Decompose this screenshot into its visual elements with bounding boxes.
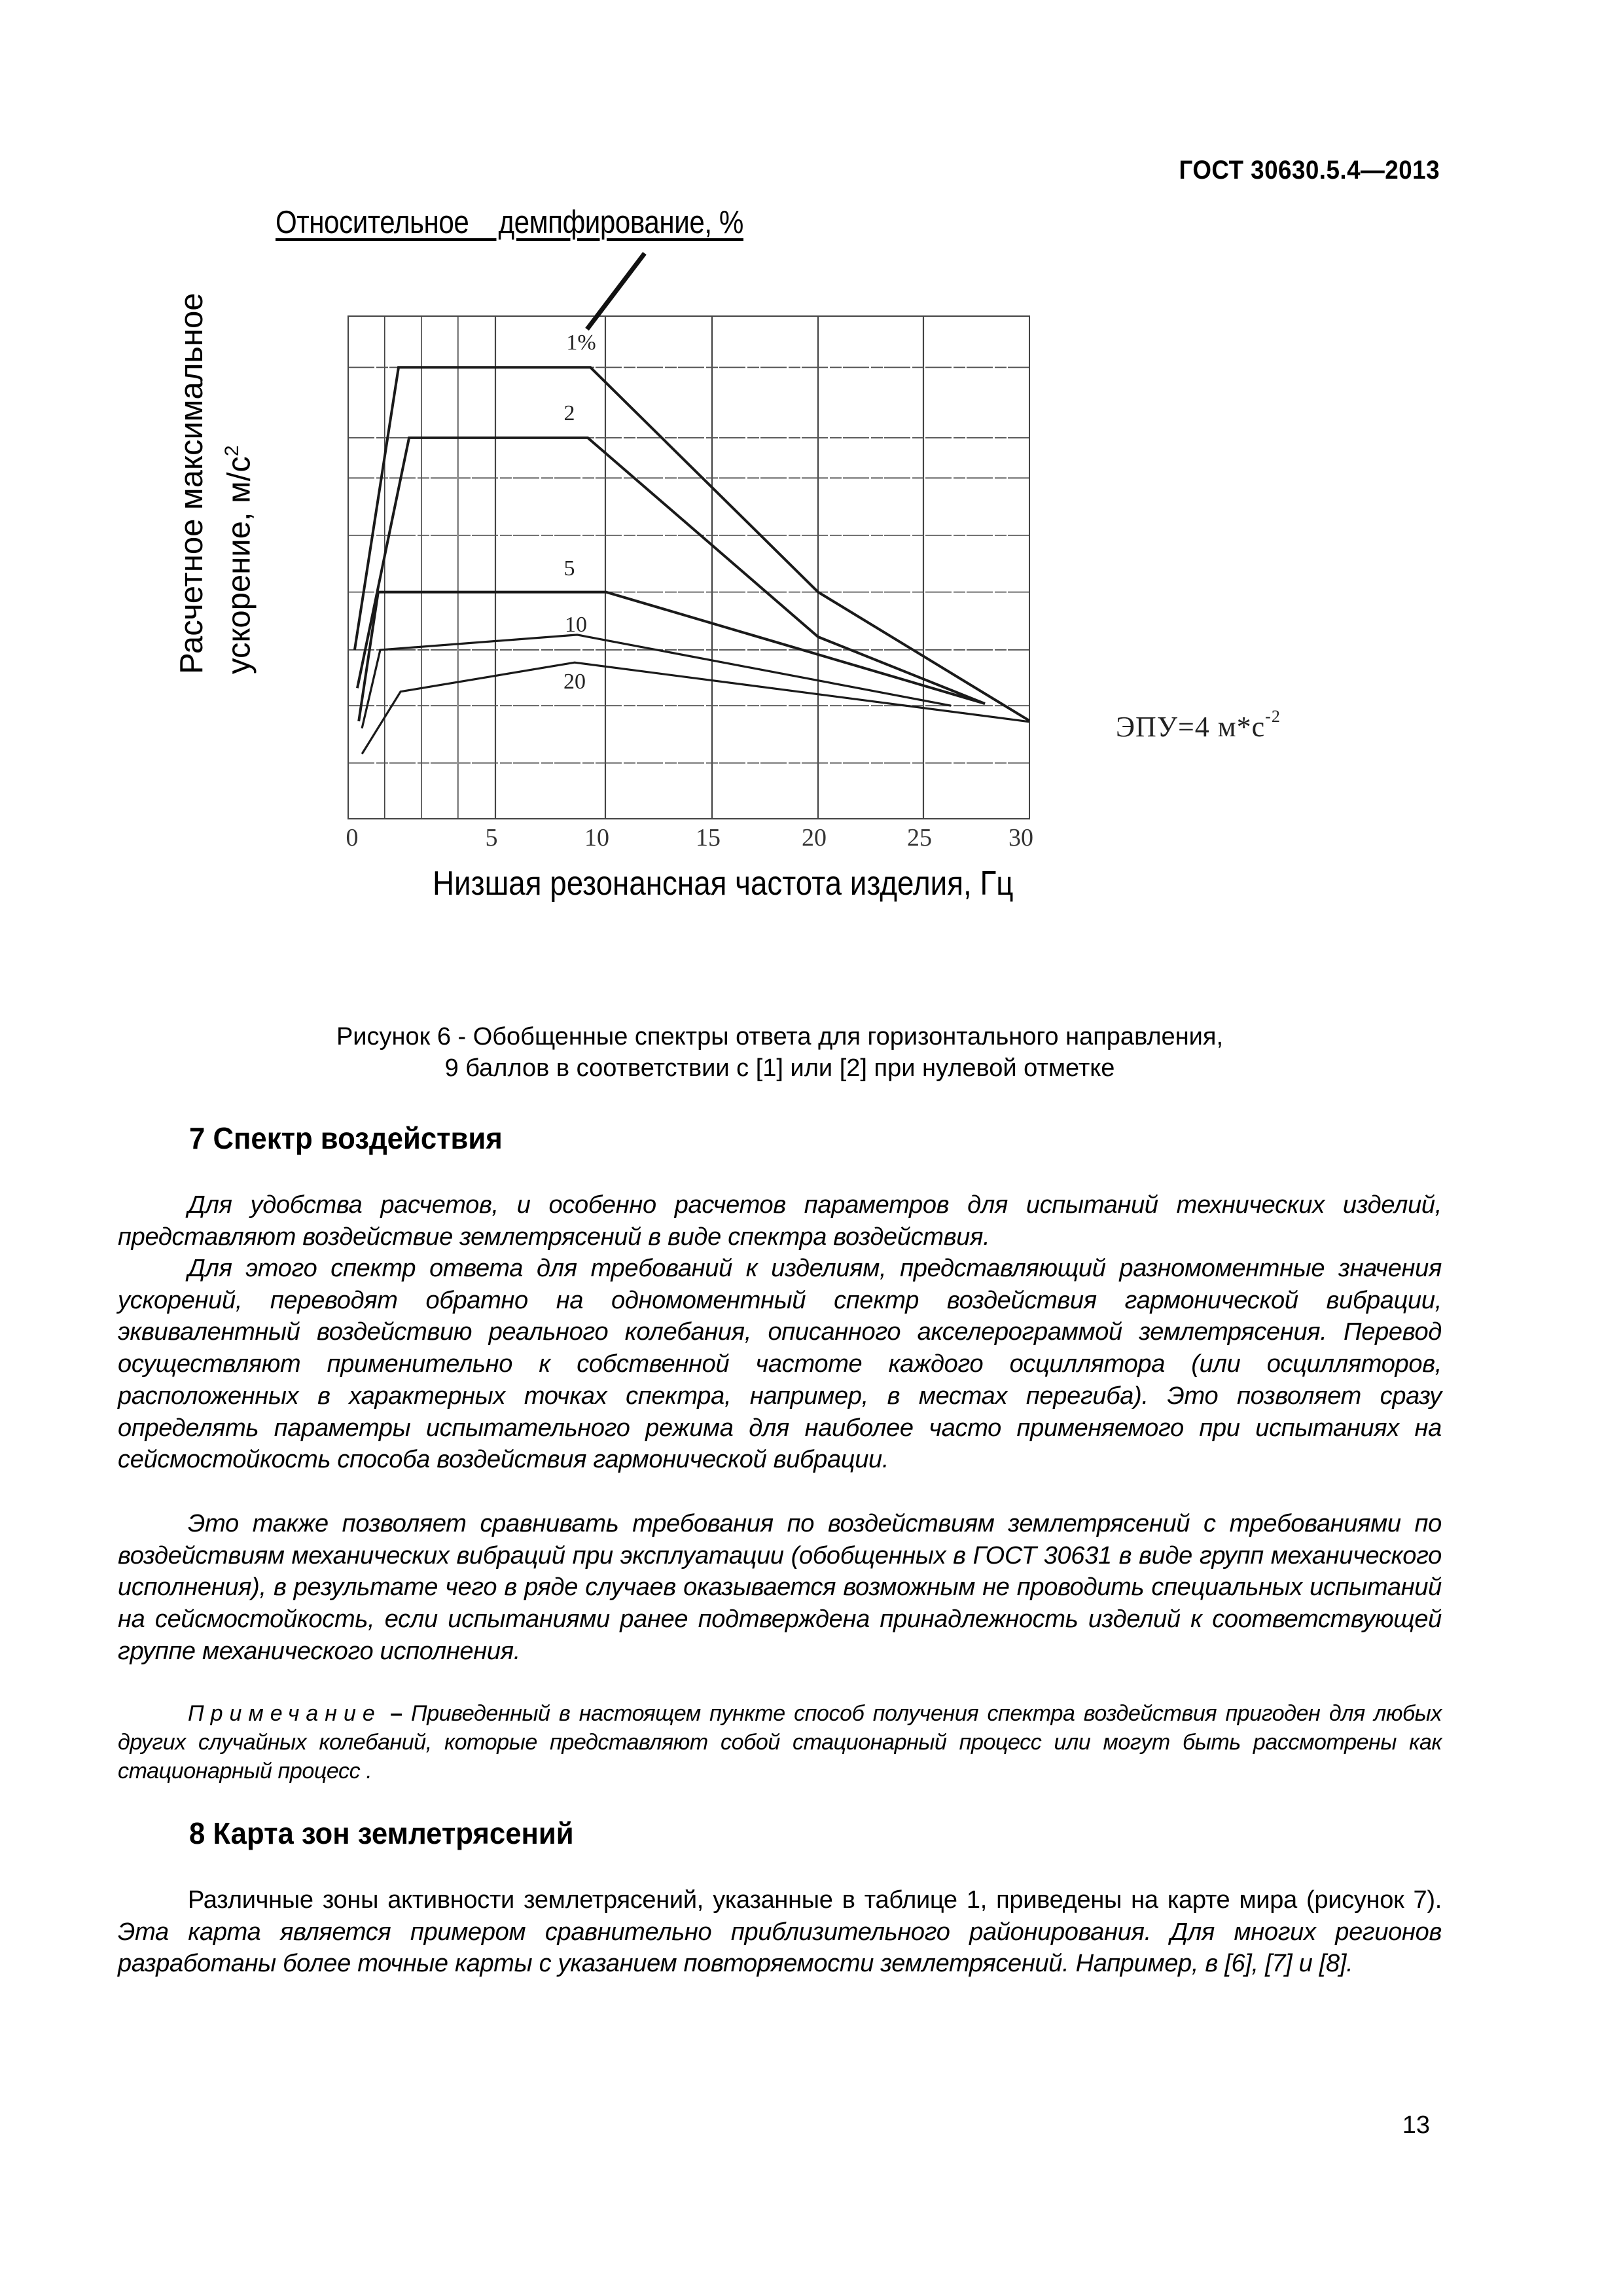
pointer-line: [587, 253, 645, 329]
x-tick-label: 20: [802, 824, 827, 852]
figure-caption-line2: 9 баллов в соответствии с [1] или [2] при нулевой отметке: [444, 1054, 1115, 1082]
page-number: 13: [1402, 2111, 1430, 2139]
x-tick-label: 0: [346, 824, 359, 852]
curve-label: 10: [565, 613, 587, 637]
x-tick-label: 25: [907, 824, 932, 852]
note-text: Приведенный в настоящем пункте способ получения спектра воздействия пригоден для любых других случайных колебаний, которые представляют собой стационарный процесс или могут быть рассмотрены как стационарный процесс .: [118, 1701, 1442, 1784]
section-7-paragraph-3: Это также позволяет сравнивать требования по воздействиям землетрясений с требованиями по воздействиям механических вибраций при эксплуатации (обобщенных в ГОСТ 30631 в виде групп механического исполнения), в результате чего в ряде случаев оказывается возможным не проводить специальных испытаний на сейсмостойкость, если испытаниями ранее подтверждена принадлежность изделий к соответствующей группе механического исполнения.: [118, 1510, 1442, 1665]
curve-label: 2: [563, 401, 575, 425]
section-7-paragraph-2: Для этого спектр ответа для требований к изделиям, представляющий разномоментные значения ускорений, переводят обратно на одномоментный спектр воздействия гармонической вибрации, эквивалентный воздействию реального колебания, описанного акселерограммой землетрясения. Перевод осуществляют применительно к собственной частоте каждого осциллятора (или осцилляторов, расположенных в характерных точках спектра, например, в местах перегиба). Это позволяет сразу определять параметры испытательного режима для наиболее часто применяемого при испытаниях на сейсмостойкость способа воздействия гармонической вибрации.: [118, 1255, 1442, 1474]
curve-damping-1pct: [355, 367, 1029, 721]
section-7-paragraph-1: Для удобства расчетов, и особенно расчетов параметров для испытаний технических изделий, представляют воздействие землетрясений в виде спектра воздействия.: [118, 1191, 1442, 1251]
section-8-paragraph: [118, 1884, 1442, 1980]
curve-label: 1%: [566, 331, 596, 355]
note-label: Примечание: [188, 1701, 382, 1726]
x-tick-label: 10: [584, 824, 609, 852]
section-7-note: [118, 1699, 1442, 1785]
curve-damping-20: [362, 662, 1029, 754]
response-spectrum-chart: [0, 0, 1623, 929]
figure-caption-line1: Рисунок 6 - Обобщенные спектры ответа для горизонтального направления,: [336, 1023, 1224, 1050]
curve-damping-10: [362, 635, 951, 728]
curve-damping-5: [359, 592, 985, 721]
x-tick-label: 5: [485, 824, 498, 852]
curve-label: 5: [563, 556, 575, 581]
x-tick-label: 15: [696, 824, 721, 852]
plot-frame: [348, 316, 1029, 819]
curve-label: 20: [563, 670, 586, 694]
y-axis-label-line2: ускорение, $м/с^2$: [221, 445, 257, 674]
x-tick-label: 30: [1008, 824, 1033, 852]
section-8-heading: 8 Карта зон землетрясений: [189, 1816, 574, 1850]
document-id-header: ГОСТ 30630.5.4—2013: [1179, 156, 1440, 185]
epu-annotation: ЭПУ=4 $м*с^{-2}$: [1116, 707, 1281, 743]
damping-title: Относительное демпфирование, %: [276, 205, 743, 240]
note-dash: –: [381, 1701, 412, 1726]
section-8-text-italic: Эта карта является примером сравнительно приблизительного районирования. Для многих регионов разработаны более точные карты с указанием повторяемости землетрясений. Например, в [6], [7] и [8].: [118, 1918, 1442, 1978]
y-axis-label-line1: Расчетное максимальное: [174, 293, 209, 674]
section-8-text-normal: Различные зоны активности землетрясений, указанные в таблице 1, приведены на карте мира (рисунок 7).: [188, 1886, 1442, 1914]
x-axis-label: Низшая резонансная частота изделия, Гц: [433, 865, 1014, 903]
y-axis-unit-superscript: 2: [221, 445, 243, 457]
section-7-heading: 7 Спектр воздействия: [189, 1121, 503, 1155]
